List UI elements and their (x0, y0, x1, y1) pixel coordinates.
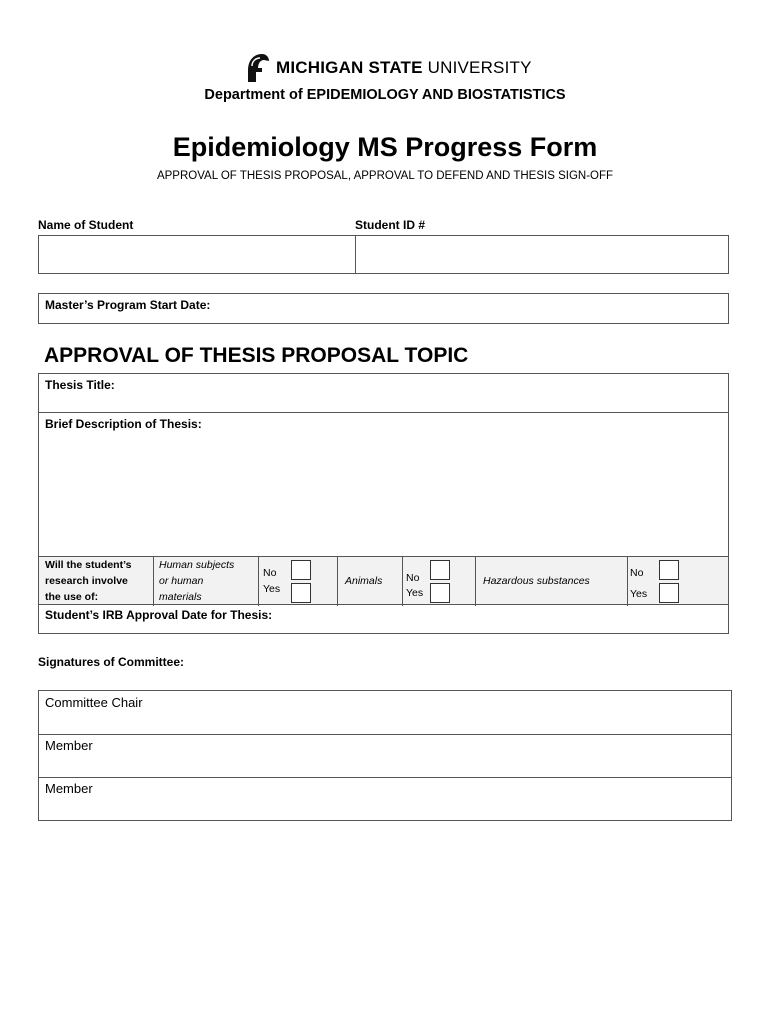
animals-no-label: No (406, 572, 420, 584)
hazardous-label: Hazardous substances (483, 575, 590, 587)
animals-label: Animals (345, 575, 383, 587)
human-no-checkbox[interactable] (291, 560, 311, 580)
human-subjects-line: Human subjects (159, 559, 235, 571)
proposal-heading: APPROVAL OF THESIS PROPOSAL TOPIC (44, 344, 469, 367)
animals-no-checkbox[interactable] (430, 560, 450, 580)
animals-yes-label: Yes (406, 587, 424, 599)
start-date-label: Master’s Program Start Date: (45, 298, 211, 312)
student-id-field[interactable] (355, 235, 729, 274)
human-yes-label: Yes (263, 583, 281, 595)
human-no-label: No (263, 567, 277, 579)
page-title: Epidemiology MS Progress Form (172, 132, 598, 162)
research-question-line: research involve (45, 575, 128, 587)
thesis-title-field[interactable] (38, 373, 729, 413)
page-subtitle: APPROVAL OF THESIS PROPOSAL, APPROVAL TO DEFEND AND THESIS SIGN-OFF (156, 170, 614, 182)
hazardous-yes-label: Yes (630, 588, 648, 600)
student-id-label: Student ID # (355, 218, 426, 232)
research-question-line: the use of: (45, 591, 99, 603)
signatures-heading: Signatures of Committee: (38, 655, 185, 669)
student-name-label: Name of Student (38, 218, 134, 232)
human-subjects-label (159, 557, 234, 605)
msu-logo (244, 52, 532, 84)
thesis-title-label: Thesis Title: (45, 378, 115, 392)
university-name (276, 58, 532, 78)
hazardous-no-label: No (630, 567, 644, 579)
human-yes-checkbox[interactable] (291, 583, 311, 603)
signature-table (38, 690, 732, 821)
irb-date-field[interactable] (38, 604, 729, 634)
research-question-line: Will the student’s (45, 559, 132, 571)
start-date-field[interactable] (38, 293, 729, 324)
thesis-description-field[interactable] (38, 412, 729, 557)
signature-row-member-2[interactable] (39, 777, 731, 820)
signature-row-chair[interactable] (39, 691, 731, 735)
department-name: Department of EPIDEMIOLOGY AND BIOSTATISTICS (204, 87, 566, 103)
irb-date-label: Student’s IRB Approval Date for Thesis: (45, 608, 273, 622)
research-use-row (38, 556, 729, 605)
thesis-description-label: Brief Description of Thesis: (45, 417, 202, 431)
research-question (45, 557, 131, 605)
hazardous-no-checkbox[interactable] (659, 560, 679, 580)
university-name-bold: MICHIGAN STATE (276, 58, 423, 77)
human-subjects-line: or human (159, 575, 204, 587)
university-name-light: UNIVERSITY (427, 58, 532, 77)
signature-row-label: Member (45, 781, 93, 796)
animals-yes-checkbox[interactable] (430, 583, 450, 603)
hazardous-yes-checkbox[interactable] (659, 583, 679, 603)
student-name-field[interactable] (38, 235, 356, 274)
human-subjects-line: materials (159, 591, 202, 603)
spartan-helmet-icon (244, 52, 270, 84)
signature-row-member-1[interactable] (39, 734, 731, 778)
signature-row-label: Member (45, 738, 93, 753)
signature-row-label: Committee Chair (45, 695, 143, 710)
